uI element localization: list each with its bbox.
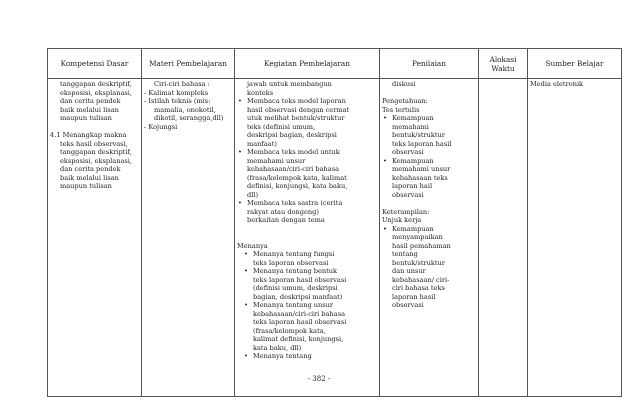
text-line-content: Media eletronik	[530, 80, 584, 88]
text-line	[380, 233, 478, 242]
text-line-content: - Kojungsi	[144, 122, 178, 131]
text-line-content: teks laporan hasil observasi	[253, 318, 347, 326]
text-line	[235, 344, 379, 353]
text-line-content: bentuk/struktur	[392, 258, 445, 267]
text-line-content: teks (definisi umum,	[247, 122, 316, 131]
table-row	[48, 79, 622, 397]
text-line	[235, 216, 379, 225]
text-line	[235, 310, 379, 319]
text-line	[48, 148, 141, 157]
text-line-content: kebahasaan/ciri-ciri bahasa	[247, 165, 340, 173]
text-line-content: rakyat atau dongeng)	[247, 207, 319, 216]
text-line-content: baik melalui lisan	[60, 173, 119, 182]
header-sumber-belajar: Sumber Belajar	[528, 49, 622, 79]
text-line-content: menyampaikan	[392, 233, 443, 241]
text-line	[235, 80, 379, 89]
text-line	[380, 199, 478, 208]
text-line-content: laporan hail	[392, 182, 433, 190]
text-line	[528, 80, 621, 89]
text-line-content: teks laporan hasil observasi	[253, 275, 347, 284]
text-line	[380, 182, 478, 191]
text-line	[380, 216, 478, 225]
text-line	[380, 123, 478, 132]
text-line-content: hasil observasi dengan cermat	[247, 105, 350, 114]
text-line-content: observasi	[392, 190, 424, 199]
text-line	[235, 89, 379, 98]
text-line	[235, 174, 379, 183]
text-line-content: memahami unsur	[247, 156, 306, 165]
text-line	[380, 267, 478, 276]
text-line	[380, 191, 478, 200]
text-line-content: teks hasil observasi,	[60, 139, 128, 148]
text-line	[48, 97, 141, 106]
text-line-content: memahami unsur	[392, 165, 451, 173]
text-line	[235, 276, 379, 285]
cell-penilaian	[380, 79, 479, 397]
bullet-icon: •	[244, 352, 248, 360]
text-line	[380, 293, 478, 302]
text-line-content: tanggapan deskriptif,	[60, 148, 132, 156]
text-line-content: kalimat definisi, konjungsi,	[253, 335, 344, 343]
bullet-icon: •	[383, 224, 387, 233]
text-line	[235, 140, 379, 149]
text-line	[142, 89, 234, 98]
header-materi-pembelajaran: Materi Pembelajaran	[142, 49, 235, 79]
text-line	[235, 97, 379, 106]
text-line-content: observasi	[392, 301, 424, 309]
text-line-content: maupun tulisan	[60, 114, 112, 122]
text-line-content: Membaca teks sastra (cerita	[247, 199, 343, 207]
cell-alokasi-waktu	[479, 79, 528, 397]
text-line	[235, 267, 379, 276]
text-line	[235, 191, 379, 200]
text-line-content: tentang	[392, 250, 418, 258]
header-alokasi-waktu-text: Alokasi Waktu	[489, 54, 517, 73]
text-line-content: teks laporan hasil	[392, 139, 452, 148]
text-line	[380, 106, 478, 115]
text-line-content: eksposisi, eksplanasi,	[60, 88, 132, 97]
text-line-content: bentuk/struktur	[392, 131, 445, 139]
text-line	[48, 114, 141, 123]
text-line	[380, 157, 478, 166]
text-line-content: utuk melihat bentuk/struktur	[247, 114, 345, 122]
text-line-content: eksposisi, eksplanasi,	[60, 156, 132, 165]
text-line-content: kebahasaan/ciri-ciri bahasa	[253, 309, 346, 318]
bullet-icon: •	[244, 267, 248, 275]
text-line	[48, 89, 141, 98]
text-line	[48, 174, 141, 183]
text-line-content: tanggapan deskriptif,	[60, 80, 132, 88]
text-line	[235, 199, 379, 208]
text-line-content: dan unsur	[392, 267, 426, 275]
text-line-content: observasi	[392, 148, 424, 156]
text-line-content: Keterampilan:	[382, 207, 430, 216]
text-line	[235, 335, 379, 344]
text-line-content: Menanya tentang fungsi	[253, 250, 335, 258]
text-line	[235, 114, 379, 123]
text-line	[380, 89, 478, 98]
text-line	[142, 97, 234, 106]
text-line	[235, 242, 379, 251]
text-line	[48, 123, 141, 132]
text-line	[235, 208, 379, 217]
text-line	[380, 301, 478, 310]
text-line-content: hasil pemahaman	[392, 241, 451, 250]
text-line	[380, 242, 478, 251]
text-line-content: mamalia, onokotil,	[154, 105, 216, 114]
text-line	[235, 259, 379, 268]
text-line	[235, 233, 379, 242]
text-line-content: diskusi	[392, 80, 416, 88]
header-penilaian: Penilaian	[380, 49, 479, 79]
text-line-content: - Kalimat kompleks	[144, 88, 209, 97]
bullet-icon: •	[244, 250, 248, 258]
text-line-content: kebahasaan/ ciri-	[392, 275, 450, 284]
text-line-content: 4.1 Menangkap makna	[50, 131, 127, 139]
text-line-content: teks laporan observasi	[253, 258, 329, 267]
text-line-content: (frasa/kelompok kata,	[253, 326, 326, 335]
text-line-content: definisi, konjungsi, kata baku,	[247, 182, 348, 190]
text-line	[48, 80, 141, 89]
text-line	[142, 106, 234, 115]
bullet-icon: •	[244, 301, 248, 309]
text-line-content: dll)	[247, 190, 259, 199]
text-line	[235, 157, 379, 166]
cell-kompetensi-dasar	[48, 79, 142, 397]
text-line	[48, 106, 141, 115]
text-line-content: kata baku, dll)	[253, 343, 302, 352]
text-line-content: memahami	[392, 122, 429, 131]
text-line	[380, 259, 478, 268]
text-line-content: laporan hasil	[392, 292, 436, 301]
text-line-content: Menanya	[237, 241, 268, 250]
text-line	[235, 165, 379, 174]
text-line	[142, 123, 234, 132]
text-line	[235, 293, 379, 302]
text-line-content: Membaca teks model untuk	[247, 148, 340, 156]
text-line-content: Membaca teks model laporan	[247, 97, 346, 105]
text-line-content: maupun tulisan	[60, 182, 112, 190]
header-kegiatan-pembelajaran: Kegiatan Pembelajaran	[235, 49, 380, 79]
text-line	[235, 225, 379, 234]
text-line	[380, 97, 478, 106]
text-line	[235, 148, 379, 157]
text-line	[380, 284, 478, 293]
text-line	[235, 131, 379, 140]
text-line	[235, 318, 379, 327]
bullet-icon: •	[238, 199, 242, 207]
text-line-content: dan cerita pendek	[60, 97, 121, 105]
cell-sumber-belajar	[528, 79, 622, 397]
text-line	[235, 301, 379, 310]
text-line-content: dikotil, serangga,dll)	[154, 114, 224, 122]
text-line	[48, 182, 141, 191]
text-line	[48, 131, 141, 140]
text-line-content: berkaitan dengan tema	[247, 216, 325, 224]
text-line-content: konteks	[247, 88, 274, 97]
text-line	[380, 276, 478, 285]
text-line-content: kebahasaan teks	[392, 173, 448, 182]
text-line	[235, 250, 379, 259]
text-line-content: Menanya tentang unsur	[253, 301, 334, 309]
text-line	[235, 284, 379, 293]
bullet-icon: •	[238, 97, 242, 105]
text-line	[380, 165, 478, 174]
header-kompetensi-dasar: Kompetensi Dasar	[48, 49, 142, 79]
text-line	[380, 114, 478, 123]
text-line-content: dan cerita pendek	[60, 165, 121, 173]
text-line	[380, 174, 478, 183]
text-line	[380, 225, 478, 234]
bullet-icon: •	[383, 156, 387, 165]
text-line-content: Kemampuan	[392, 114, 434, 122]
table-header-row	[48, 49, 622, 79]
text-line	[48, 165, 141, 174]
text-line-content: jawab untuk membangun	[247, 80, 332, 88]
text-line	[142, 80, 234, 89]
text-line-content: Tes tertulis	[382, 105, 420, 114]
text-line	[235, 352, 379, 361]
text-line	[48, 140, 141, 149]
text-line-content: Ciri-ciri bahasa :	[154, 80, 210, 88]
text-line-content: bagian, deskripsi manfaat)	[253, 292, 343, 301]
text-line	[380, 250, 478, 259]
text-line-content: Menanya tentang bentuk	[253, 267, 338, 275]
text-line	[380, 140, 478, 149]
text-line	[380, 131, 478, 140]
text-line-content: Unjuk kerja	[382, 216, 422, 224]
text-line-content: Kemampuan	[392, 224, 434, 233]
text-line	[380, 148, 478, 157]
text-line	[235, 123, 379, 132]
cell-materi-pembelajaran	[142, 79, 235, 397]
cell-kegiatan-pembelajaran	[235, 79, 380, 397]
text-line-content: - Istilah teknis (mis:	[144, 97, 211, 105]
text-line	[48, 157, 141, 166]
text-line-content: Pengetahuan:	[382, 97, 428, 105]
bullet-icon: •	[383, 114, 387, 122]
bullet-icon: •	[238, 148, 242, 156]
text-line-content: (definisi umum, deskripsi	[253, 284, 338, 292]
text-line-content: (frasa/kelompok kata, kalimat	[247, 173, 347, 182]
text-line-content: Menanya tentang	[253, 352, 312, 360]
text-line	[380, 80, 478, 89]
text-line-content: Kemampuan	[392, 156, 434, 165]
text-line	[235, 106, 379, 115]
text-line	[235, 327, 379, 336]
header-alokasi-waktu	[479, 49, 528, 79]
text-line-content: deskripsi bagian, deskripsi	[247, 131, 337, 139]
text-line-content: ciri bahasa teks	[392, 284, 445, 292]
page-number: - 382 -	[307, 375, 331, 383]
text-line	[380, 208, 478, 217]
text-line-content: manfaat)	[247, 139, 277, 148]
text-line-content: baik melalui lisan	[60, 105, 119, 114]
text-line	[142, 114, 234, 123]
text-line	[235, 182, 379, 191]
syllabus-table	[47, 48, 622, 397]
